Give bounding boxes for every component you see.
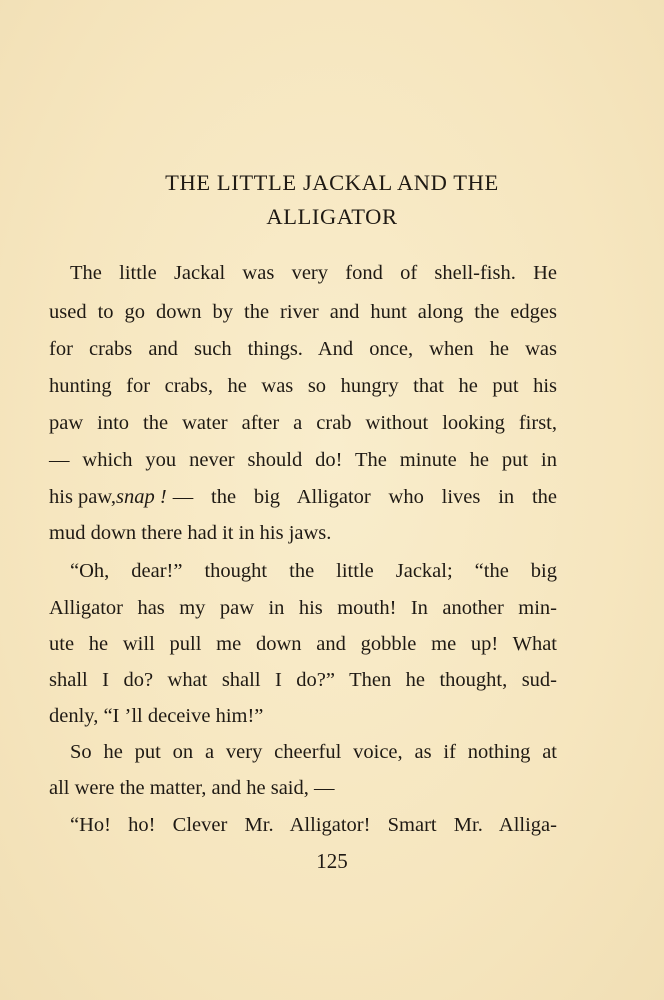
- text-line-11: ute he will pull me down and gobble me up! What: [49, 633, 557, 655]
- text-line-4: hunting for crabs, he was so hungry that he put his: [49, 375, 557, 397]
- chapter-title-line-1: THE LITTLE JACKAL AND THE: [165, 170, 499, 195]
- text-line-13: denly, “I ’ll deceive him!”: [49, 705, 264, 727]
- chapter-title-line-2: ALLIGATOR: [266, 204, 398, 229]
- text-line-6: — which you never should do! The minute he put in: [49, 449, 557, 471]
- text-fragment: — the big Alligator who lives in the: [172, 486, 557, 508]
- text-line-2: used to go down by the river and hunt along the edges: [49, 301, 557, 323]
- text-line-1: The little Jackal was very fond of shell-fish. He: [70, 262, 557, 284]
- text-line-16: “Ho! ho! Clever Mr. Alligator! Smart Mr. Alliga-: [70, 814, 557, 836]
- text-line-10: Alligator has my paw in his mouth! In another min-: [49, 597, 557, 619]
- emphasis-snap: snap !: [116, 486, 167, 508]
- page-number: 125: [316, 849, 348, 873]
- text-line-12: shall I do? what shall I do?” Then he thought, sud-: [49, 669, 557, 691]
- text-line-3: for crabs and such things. And once, when he was: [49, 338, 557, 360]
- text-fragment: his paw,: [49, 486, 116, 508]
- text-line-9: “Oh, dear!” thought the little Jackal; “the big: [70, 560, 557, 582]
- text-line-15: all were the matter, and he said, —: [49, 777, 335, 799]
- text-line-7: [49, 482, 557, 512]
- text-line-14: So he put on a very cheerful voice, as if nothing at: [70, 741, 557, 763]
- text-line-5: paw into the water after a crab without looking first,: [49, 412, 557, 434]
- text-line-8: mud down there had it in his jaws.: [49, 522, 332, 544]
